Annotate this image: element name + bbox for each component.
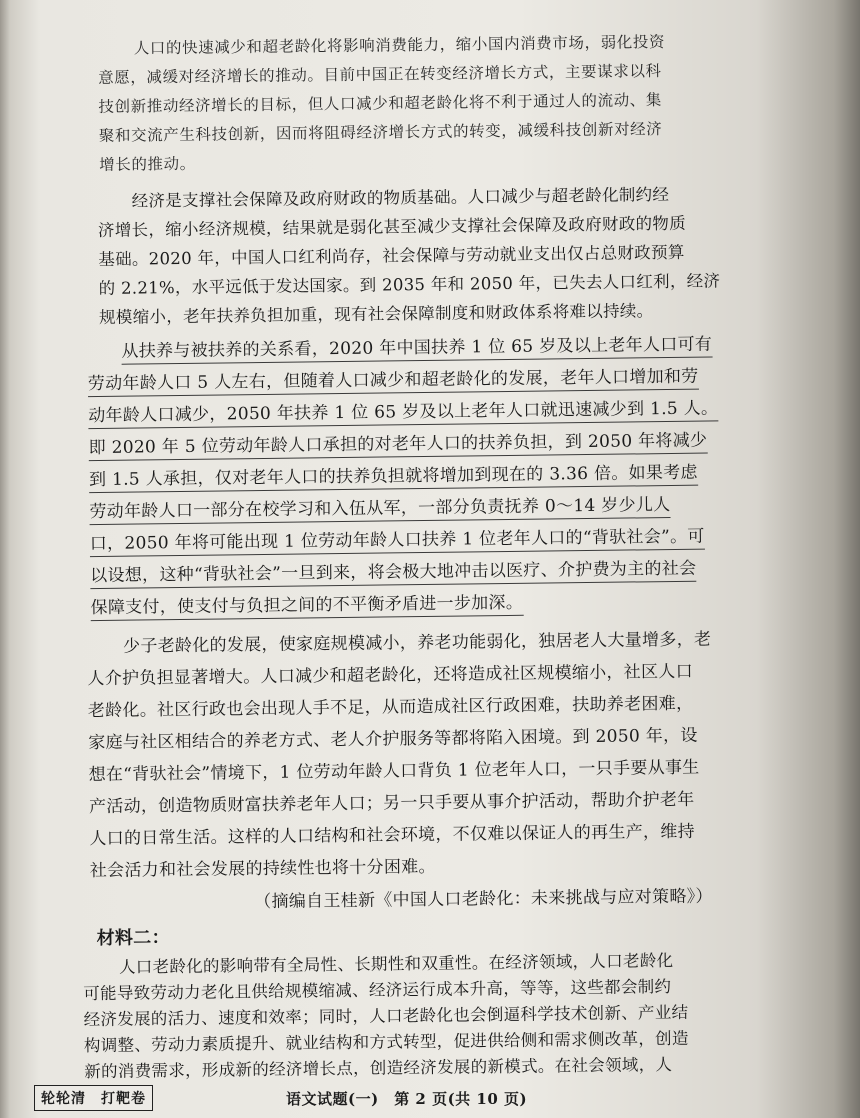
- page-number: 语文试题(一) 第 2 页(共 10 页): [286, 1090, 528, 1108]
- underlined-line: 口，2050 年将可能出现 1 位劳动年龄人口扶养 1 位老年人口的“背驮社会”。可: [90, 529, 705, 558]
- section-heading: 材料二：: [96, 927, 170, 950]
- text-line: 增长的推动。: [99, 154, 196, 174]
- text-line: 经济是支撑社会保障及政府财政的物质基础。人口减少与超老龄化制约经: [131, 185, 670, 211]
- underlined-line: 到 1.5 人承担，仅对老年人口的扶养负担就将增加到现在的 3.36 倍。如果考虑: [89, 465, 698, 493]
- underlined-line: 从扶养与被扶养的关系看，2020 年中国扶养 1 位 65 岁及以上老年人口可有: [121, 336, 712, 364]
- text-line: 人口的快速减少和超老龄化将影响消费能力，缩小国内消费市场，弱化投资: [133, 33, 666, 58]
- exam-page: [5, 0, 847, 1118]
- page-footer: [24, 1085, 824, 1111]
- text-line: 济增长，缩小经济规模，结果就是弱化甚至减少支撑社会保障及政府财政的物质: [97, 213, 687, 240]
- text-line: 技创新推动经济增长的目标，但人口减少和超老龄化将不利于通过人的流动、集: [98, 91, 663, 116]
- text-line: 人介护负担显著增大。人口减少和超老龄化，还将造成社区规模缩小，社区人口: [87, 661, 694, 690]
- text-line: 基础。2020 年，中国人口红利尚存，社会保障与劳动就业支出仅占总财政预算: [98, 242, 685, 269]
- publisher-label: 轮轮清 打靶卷: [34, 1085, 153, 1111]
- text-line: 人口老龄化的影响带有全局性、长期性和双重性。在经济领域，人口老龄化: [118, 951, 674, 977]
- text-line: 规模缩小，老年扶养负担加重，现有社会保障制度和财政体系将难以持续。: [98, 301, 654, 327]
- underlined-line: 动年龄人口减少，2050 年扶养 1 位 65 岁及以上老年人口就迅速减少到 1.5 人。: [88, 400, 718, 429]
- underlined-line: 劳动年龄人口一部分在校学习和入伍从军，一部分负责抚养 0～14 岁少儿人: [89, 497, 670, 525]
- underlined-line: 劳动年龄人口 5 人左右，但随着人口减少和超老龄化的发展，老年人口增加和劳: [88, 369, 699, 397]
- text-line: 新的消费需求，形成新的经济增长点，创造经济发展的新模式。在社会领域，人: [84, 1055, 673, 1082]
- text-line: 少子老龄化的发展，使家庭规模减小，养老功能弱化，独居老人大量增多，老: [122, 629, 712, 657]
- text-line: 意愿，减缓对经济增长的推动。目前中国正在转变经济增长方式，主要谋求以科: [98, 62, 662, 87]
- text-line: 经济发展的活力、速度和效率；同时，人口老龄化也会倒逼科学技术创新、产业结: [83, 1002, 689, 1030]
- text-line: 构调整、劳动力素质提升、就业结构和方式转型，促进供给侧和需求侧改革，创造: [83, 1028, 689, 1056]
- text-line: 聚和交流产生科技创新，因而将阻碍经济增长方式的转变，减缓科技创新对经济: [98, 120, 663, 145]
- text-line: 想在“背驮社会”情境下，1 位劳动年龄人口背负 1 位老年人口，一只手要从事生: [88, 757, 700, 786]
- underlined-line: 保障支付，使支付与负担之间的不平衡矛盾进一步加深。: [91, 595, 524, 621]
- text-line: 老龄化。社区行政也会出现人手不足，从而造成社区行政困难，扶助养老困难，: [87, 693, 694, 722]
- source-citation: （摘编自王桂新《中国人口老龄化：未来挑战与应对策略》）: [254, 886, 713, 913]
- text-line: 产活动，创造物质财富扶养老年人口；另一只手要从事介护活动，帮助介护老年: [88, 789, 695, 818]
- underlined-line: 以设想，这种“背驮社会”一旦到来，将会极大地冲击以医疗、介护费为主的社会: [90, 561, 696, 589]
- underlined-line: 即 2020 年 5 位劳动年龄人口承担的对老年人口的扶养负担，到 2050 年将减少: [89, 433, 708, 462]
- text-line: 可能导致劳动力老化且供给规模缩减、经济运行成本升高，等等，这些都会制约: [83, 977, 672, 1004]
- text-line: 家庭与社区相结合的养老方式、老人介护服务等都将陷入困境。到 2050 年，设: [88, 725, 698, 754]
- paragraph-consumption: [5, 0, 833, 174]
- text-line: 社会活力和社会发展的持续性也将十分困难。: [89, 856, 436, 882]
- text-line: 的 2.21%，水平远低于发达国家。到 2035 年和 2050 年，已失去人口红利，经济: [98, 271, 721, 298]
- text-line: 人口的日常生活。这样的人口结构和社会环境，不仅难以保证人的再生产，维持: [89, 821, 696, 850]
